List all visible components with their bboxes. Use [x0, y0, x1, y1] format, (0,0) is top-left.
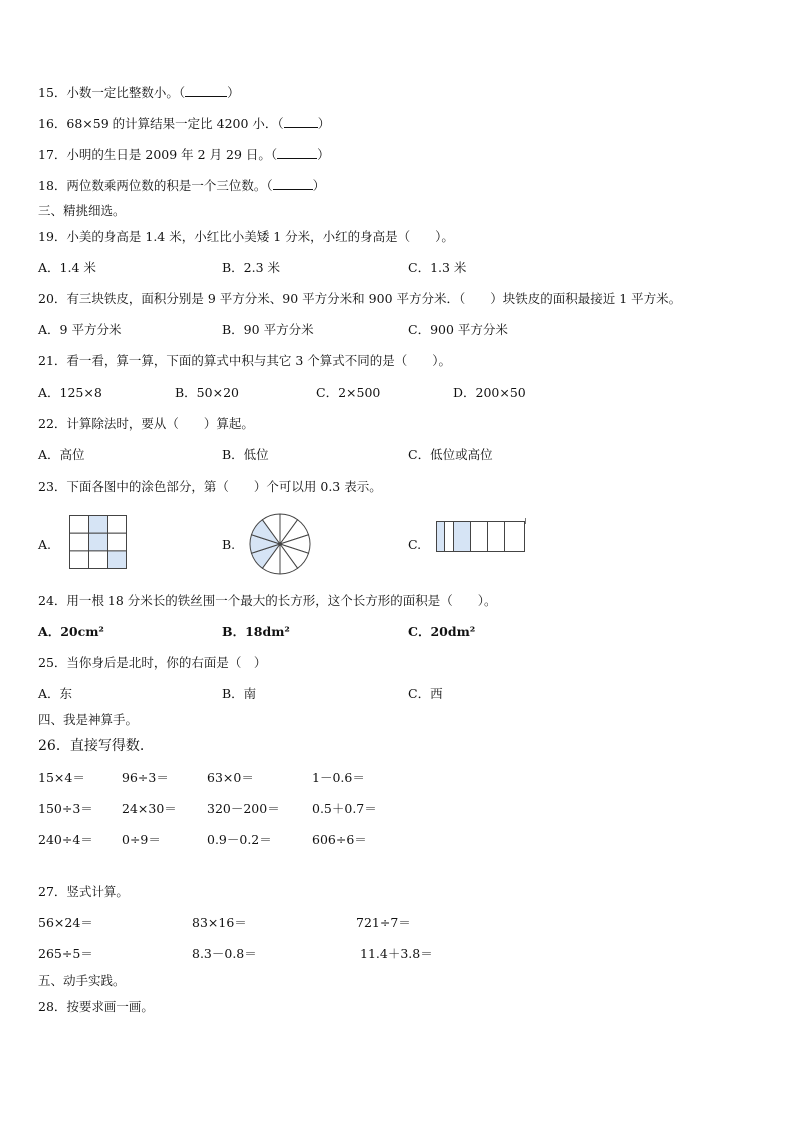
option-c[interactable]: C．1.3 米	[408, 260, 467, 275]
calc-item: 606÷6＝	[312, 832, 367, 847]
calc-item: 24×30＝	[122, 801, 177, 816]
calc-item: 83×16＝	[192, 915, 247, 930]
question-20-stem: 20．有三块铁皮，面积分别是 9 平方分米、90 平方分米和 900 平方分米．（ ）块铁皮的面积最接近 1 平方米。	[38, 291, 682, 306]
grid-cell	[70, 533, 89, 551]
option-c[interactable]: C.	[408, 537, 422, 552]
option-a[interactable]: A．20cm²	[38, 624, 104, 639]
strip-cell-shaded	[454, 522, 471, 552]
answer-blank[interactable]	[277, 146, 317, 159]
answer-blank[interactable]	[284, 115, 318, 128]
question-22-stem: 22．计算除法时，要从（ ）算起。	[38, 416, 254, 431]
figure-circle-b	[248, 512, 312, 576]
calc-item: 56×24＝	[38, 915, 93, 930]
strip-cell-shaded	[437, 522, 445, 552]
calc-item: 0.5＋0.7＝	[312, 801, 377, 816]
option-c[interactable]: C．低位或高位	[408, 447, 493, 462]
grid-cell	[108, 533, 127, 551]
option-c[interactable]: C．900 平方分米	[408, 322, 508, 337]
question-17: 17．小明的生日是 2009 年 2 月 29 日。（ ）	[38, 147, 330, 162]
grid-cell	[70, 516, 89, 534]
calc-item: 0.9－0.2＝	[207, 832, 272, 847]
figure-grid-a	[69, 515, 127, 569]
question-15: 15．小数一定比整数小。（ ）	[38, 85, 240, 100]
strip-cell	[445, 522, 454, 552]
grid-cell	[108, 516, 127, 534]
option-a[interactable]: A．125×8	[38, 385, 102, 400]
section-heading-5: 五、动手实践。	[38, 973, 126, 988]
option-b[interactable]: B．18dm²	[222, 624, 290, 639]
calc-item: 96÷3＝	[122, 770, 169, 785]
question-23-stem: 23．下面各图中的涂色部分，第（ ）个可以用 0.3 表示。	[38, 479, 382, 494]
question-25-stem: 25．当你身后是北时，你的右面是（ ）	[38, 655, 267, 670]
option-a[interactable]: A．东	[38, 686, 73, 701]
calc-item: 8.3－0.8＝	[192, 946, 257, 961]
question-28-stem: 28．按要求画一画。	[38, 999, 154, 1014]
section-heading-3: 三、精挑细选。	[38, 203, 126, 218]
grid-cell	[70, 551, 89, 569]
option-a[interactable]: A．1.4 米	[38, 260, 96, 275]
grid-cell-shaded	[108, 551, 127, 569]
calc-item: 15×4＝	[38, 770, 85, 785]
calc-item: 721÷7＝	[356, 915, 411, 930]
calc-item: 63×0＝	[207, 770, 254, 785]
strip-cell	[471, 522, 488, 552]
question-16: 16．68×59 的计算结果一定比 4200 小．（ ）	[38, 116, 331, 131]
option-b[interactable]: B．50×20	[175, 385, 239, 400]
option-b[interactable]: B．90 平方分米	[222, 322, 314, 337]
calc-item: 240÷4＝	[38, 832, 93, 847]
option-b[interactable]: B．南	[222, 686, 257, 701]
strip-cell	[488, 522, 505, 552]
grid-cell	[89, 551, 108, 569]
calc-item: 265÷5＝	[38, 946, 93, 961]
question-21-stem: 21．看一看，算一算，下面的算式中积与其它 3 个算式不同的是（ ）。	[38, 353, 452, 368]
calc-item: 1－0.6＝	[312, 770, 365, 785]
strip-cell	[505, 522, 525, 552]
grid-cell-shaded	[89, 516, 108, 534]
calc-item: 0÷9＝	[122, 832, 161, 847]
option-c[interactable]: C．2×500	[316, 385, 381, 400]
option-b[interactable]: B．2.3 米	[222, 260, 281, 275]
option-a[interactable]: A．高位	[38, 447, 85, 462]
calc-item: 320－200＝	[207, 801, 280, 816]
question-27-stem: 27．竖式计算。	[38, 884, 129, 899]
question-26-stem: 26．直接写得数.	[38, 738, 145, 754]
grid-cell-shaded	[89, 533, 108, 551]
question-24-stem: 24．用一根 18 分米长的铁丝围一个最大的长方形，这个长方形的面积是（ ）。	[38, 593, 497, 608]
option-c[interactable]: C．西	[408, 686, 443, 701]
option-d[interactable]: D．200×50	[453, 385, 526, 400]
option-a[interactable]: A．9 平方分米	[38, 322, 122, 337]
option-a[interactable]: A.	[38, 537, 52, 552]
option-c[interactable]: C．20dm²	[408, 624, 476, 639]
answer-blank[interactable]	[273, 177, 313, 190]
answer-blank[interactable]	[185, 84, 227, 97]
section-heading-4: 四、我是神算手。	[38, 712, 139, 727]
question-19-stem: 19．小美的身高是 1.4 米，小红比小美矮 1 分米，小红的身高是（ ）。	[38, 229, 454, 244]
question-18: 18．两位数乘两位数的积是一个三位数。（ ）	[38, 178, 326, 193]
option-b[interactable]: B.	[222, 537, 236, 552]
calc-item: 150÷3＝	[38, 801, 93, 816]
figure-strip-c	[436, 518, 528, 552]
calc-item: 11.4＋3.8＝	[360, 946, 433, 961]
option-b[interactable]: B．低位	[222, 447, 269, 462]
